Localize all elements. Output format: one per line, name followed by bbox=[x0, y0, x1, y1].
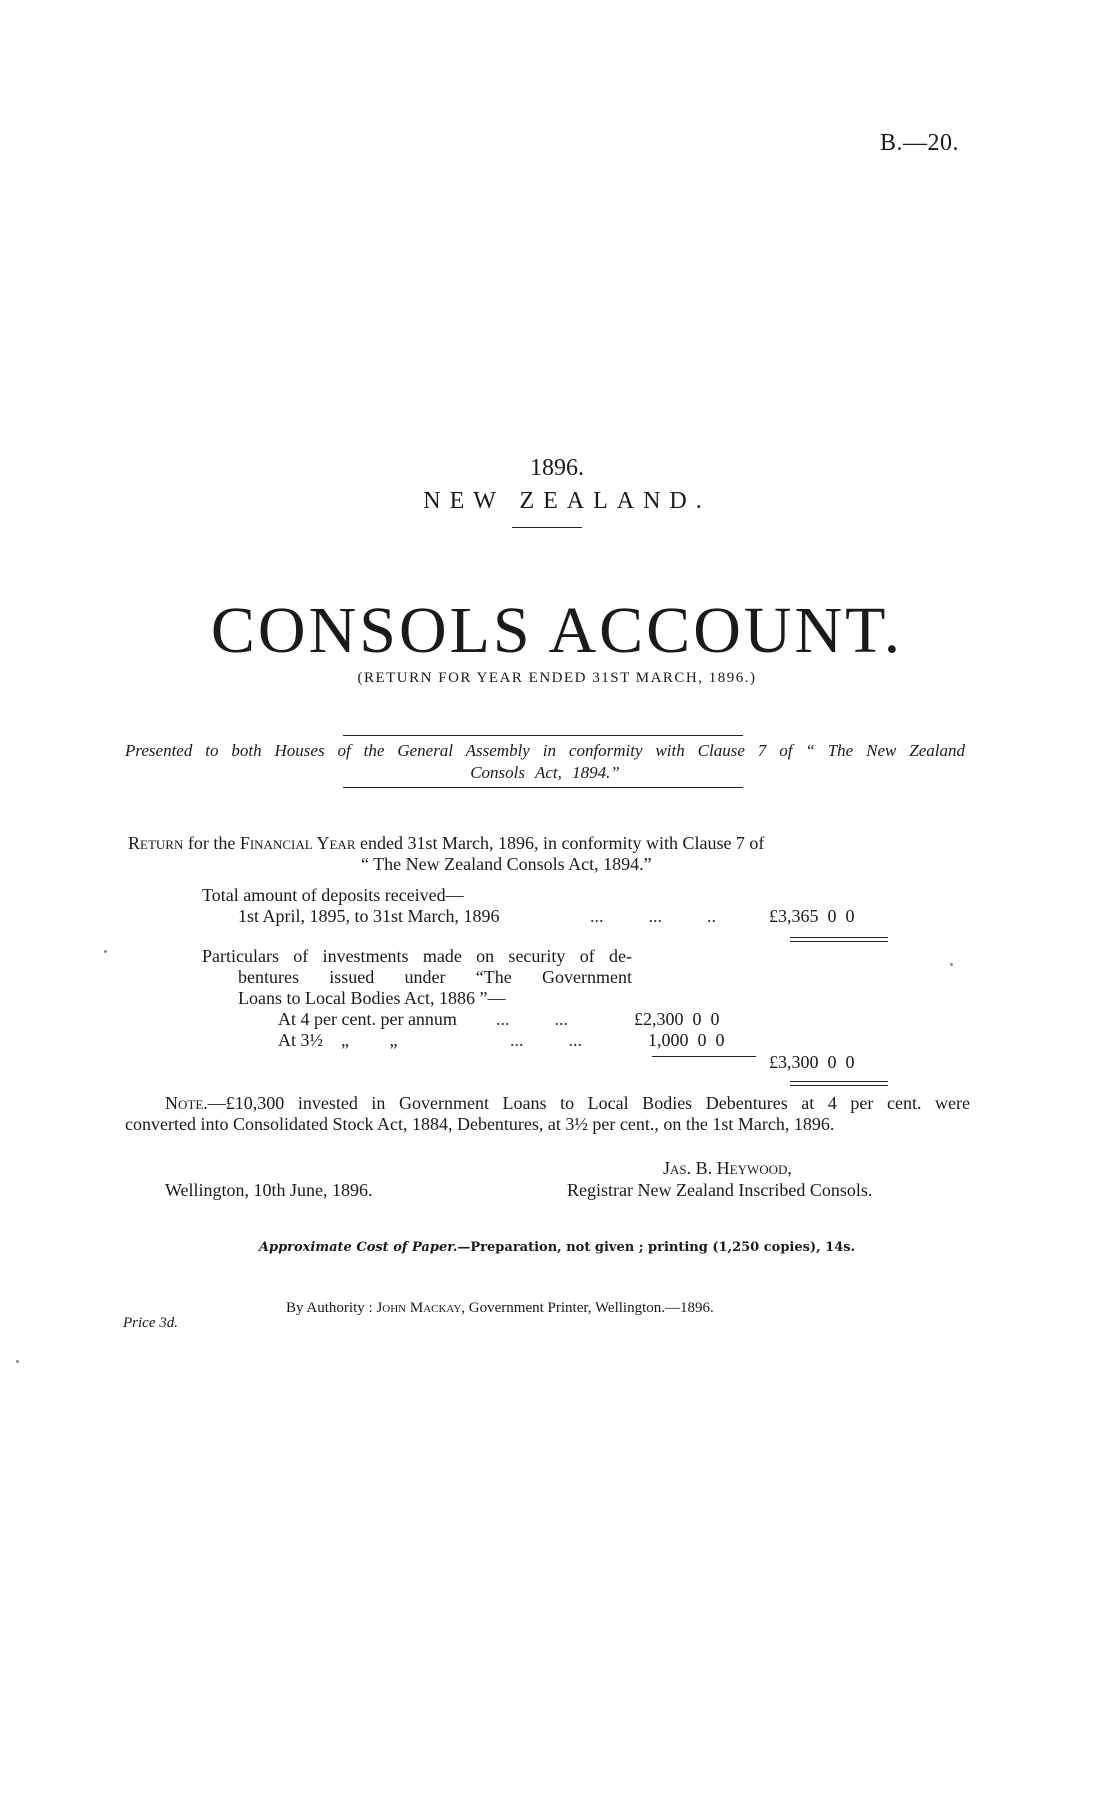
price: Price 3d. bbox=[123, 1315, 178, 1331]
investments-label-line2: bentures issued under “The Government bbox=[238, 967, 632, 987]
scan-speck bbox=[16, 1360, 19, 1363]
document-reference: B.—20. bbox=[880, 130, 960, 156]
investment-row-label: At 3½ „ „ bbox=[278, 1030, 398, 1050]
return-line1-rest: ended 31st March, 1896, in conformity with Clause 7 of bbox=[355, 833, 765, 853]
investments-double-rule-1 bbox=[790, 1081, 888, 1082]
scan-speck bbox=[950, 963, 953, 966]
signer-title: Registrar New Zealand Inscribed Consols. bbox=[567, 1180, 873, 1200]
conversion-note bbox=[125, 1093, 970, 1135]
printer-name: John Mackay bbox=[376, 1300, 462, 1316]
scan-speck bbox=[104, 950, 107, 953]
deposits-double-rule-1 bbox=[790, 937, 888, 938]
presented-statement: Presented to both Houses of the General Assembly in conformity with Clause 7 of “ The New Zealand Consols Act, 1894.” bbox=[125, 741, 965, 782]
investment-row-label: At 4 per cent. per annum bbox=[278, 1009, 457, 1029]
investment-row-leader: ... ... bbox=[510, 1030, 582, 1050]
authority-suffix: , Government Printer, Wellington.—1896. bbox=[461, 1300, 714, 1316]
presented-top-rule bbox=[343, 735, 743, 736]
financial-year-word: Financial Year bbox=[239, 833, 356, 853]
investments-label-line3: Loans to Local Bodies Act, 1886 ”— bbox=[238, 988, 506, 1008]
investment-row-amount: £2,300 0 0 bbox=[634, 1009, 720, 1029]
investments-label-line1: Particulars of investments made on security of de- bbox=[202, 946, 632, 966]
cost-text: —Preparation, not given ; printing (1,250 copies), 14s. bbox=[457, 1240, 856, 1255]
return-for-the: for the bbox=[183, 833, 240, 853]
masthead-divider bbox=[512, 527, 582, 528]
note-label: Note. bbox=[165, 1093, 208, 1113]
cost-of-paper bbox=[0, 1240, 1114, 1255]
deposits-label-line1: Total amount of deposits received— bbox=[202, 885, 464, 905]
deposits-amount: £3,365 0 0 bbox=[769, 906, 855, 926]
cost-label: Approximate Cost of Paper. bbox=[258, 1240, 458, 1255]
return-statement bbox=[128, 833, 970, 875]
investments-total: £3,300 0 0 bbox=[769, 1052, 855, 1072]
authority-prefix: By Authority : bbox=[286, 1300, 377, 1316]
note-line2: converted into Consolidated Stock Act, 1884, Debentures, at 3½ per cent., on the 1st March, 1896. bbox=[125, 1114, 835, 1134]
country-heading: NEW ZEALAND. bbox=[423, 488, 711, 514]
deposits-leader: ... ... .. bbox=[590, 906, 716, 926]
deposits-label-line2: 1st April, 1895, to 31st March, 1896 bbox=[238, 906, 500, 926]
deposits-double-rule-2 bbox=[790, 941, 888, 942]
investments-subtotal-rule bbox=[652, 1056, 756, 1057]
investment-row-amount: 1,000 0 0 bbox=[648, 1030, 725, 1050]
printer-authority bbox=[286, 1300, 714, 1317]
investments-double-rule-2 bbox=[790, 1085, 888, 1086]
investment-row-leader: ... ... bbox=[496, 1009, 568, 1029]
return-line2: “ The New Zealand Consols Act, 1894.” bbox=[361, 854, 652, 874]
presented-bottom-rule bbox=[343, 787, 743, 788]
return-word: Return bbox=[128, 833, 184, 853]
note-line1: —£10,300 invested in Government Loans to Local Bodies Debentures at 4 per cent. were bbox=[207, 1093, 970, 1113]
document-title: CONSOLS ACCOUNT. bbox=[210, 594, 904, 667]
signer-name: Jas. B. Heywood, bbox=[663, 1158, 792, 1178]
place-and-date: Wellington, 10th June, 1896. bbox=[165, 1180, 373, 1200]
document-subtitle: (RETURN FOR YEAR ENDED 31ST MARCH, 1896.) bbox=[357, 670, 757, 686]
publication-year: 1896. bbox=[530, 455, 584, 481]
